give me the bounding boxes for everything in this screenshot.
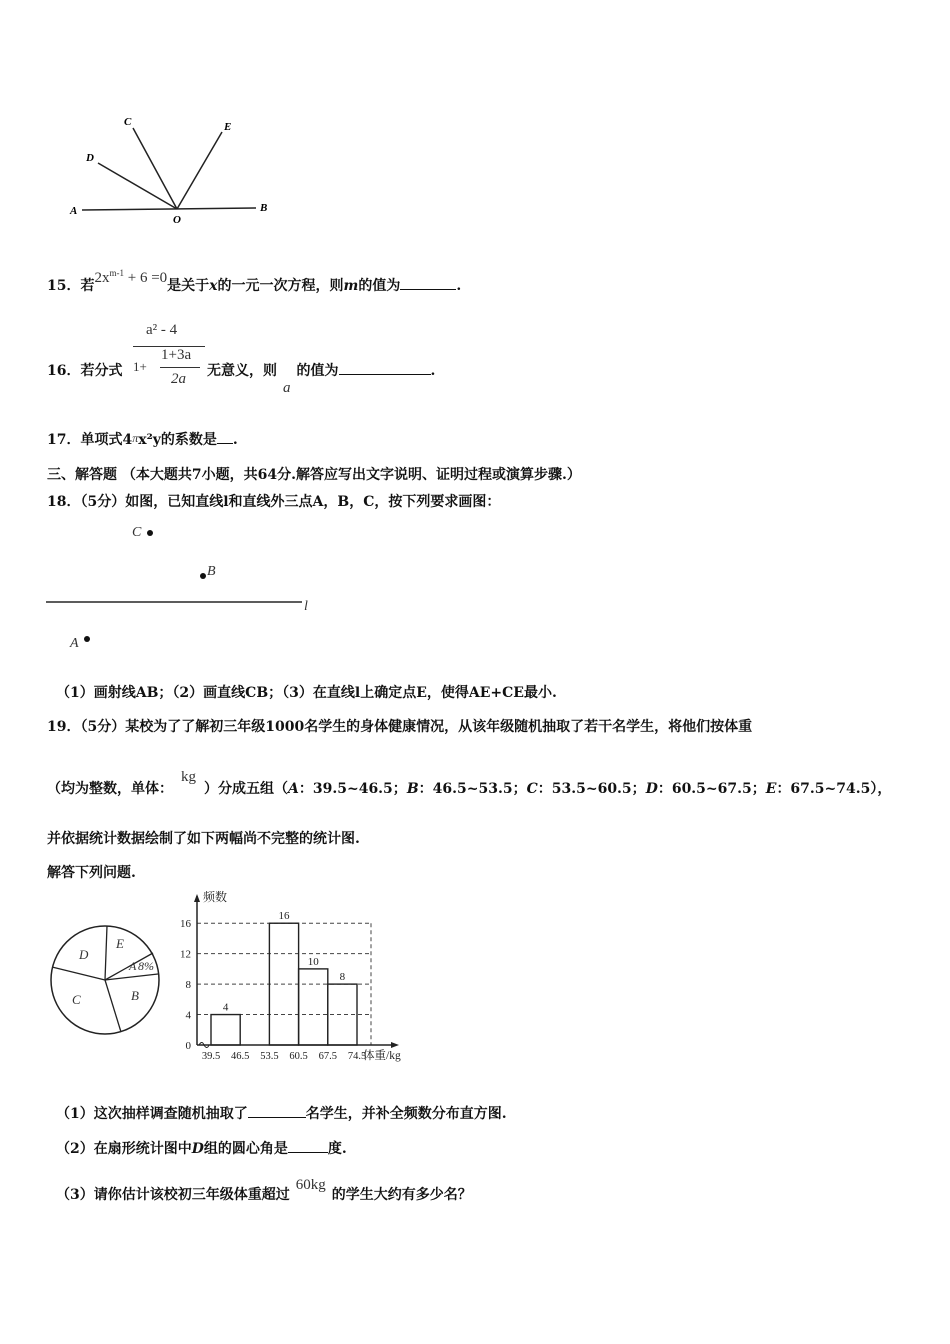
x-tick-label-4: 67.5 <box>318 1051 337 1062</box>
label-d: D <box>86 152 94 164</box>
q19-line4: 解答下列问题. <box>47 865 136 881</box>
q19-group-a-range: ：39.5~46.5； <box>298 781 407 797</box>
q19-unit-pre: （均为整数，单体： <box>47 781 173 797</box>
q19-groups-pre: ）分成五组（ <box>204 781 288 797</box>
q19-line2 <box>47 769 892 798</box>
label-c: C <box>124 116 132 128</box>
q19-unit: kg <box>181 769 196 785</box>
q19-group-e-key: E <box>765 781 777 797</box>
q19-sub2-blank[interactable] <box>288 1138 328 1153</box>
q16-inner-fraction-bar <box>160 367 200 368</box>
q19-group-e-range: ：67.5~74.5 <box>776 781 871 797</box>
q16-inner-denominator: 2a <box>171 371 186 387</box>
q19-line3: 并依据统计数据绘制了如下两幅尚不完整的统计图. <box>47 831 360 847</box>
bar-1 <box>211 1015 240 1045</box>
label-o: O <box>173 214 181 226</box>
question-15 <box>47 268 462 295</box>
q16-end: 的值为 <box>296 363 339 379</box>
q18-label-a: A <box>70 636 79 651</box>
q16-fraction <box>133 322 205 394</box>
q15-mid: 是关于 <box>167 278 210 294</box>
q15-eq-base: 2x <box>94 270 110 286</box>
q16-answer-blank[interactable] <box>339 360 431 375</box>
q16-tail: . <box>430 363 436 379</box>
y-tick-label-4: 4 <box>185 1009 191 1022</box>
pie-label-b: B <box>131 988 139 1003</box>
y-axis-label: 频数 <box>203 890 228 904</box>
q19-sub2-var: D <box>191 1141 204 1157</box>
question-16 <box>207 360 436 396</box>
histogram <box>170 888 440 1066</box>
q16-mid: 无意义，则 <box>207 363 277 379</box>
y-tick-label-16: 16 <box>180 918 191 931</box>
q15-eq-rest: + 6 =0 <box>127 270 168 286</box>
q15-eq-exponent: m-1 <box>109 268 124 278</box>
q18-point-b <box>200 573 206 579</box>
angle-figure <box>60 100 300 240</box>
question-17 <box>47 429 238 449</box>
q17-end: 的系数是 <box>160 432 217 448</box>
x-tick-label-2: 53.5 <box>260 1051 279 1062</box>
q16-one-plus: 1+ <box>133 359 147 374</box>
q18-point-c <box>147 530 153 536</box>
q19-sub2-b: 组的圆心角是 <box>203 1141 288 1157</box>
q19-sub1 <box>56 1103 507 1123</box>
line-ab <box>82 208 256 210</box>
q17-number: 17．单项式 <box>47 432 123 448</box>
q17-pi: π <box>132 431 139 445</box>
q19-sub2-a: （2）在扇形统计图中 <box>56 1141 192 1157</box>
q16-var-a: a <box>283 380 291 396</box>
q15-var-x: x <box>209 278 218 294</box>
q15-number: 15．若 <box>47 278 95 294</box>
pie-divider-b-c <box>105 980 121 1032</box>
x-tick-label-1: 46.5 <box>231 1051 250 1062</box>
label-b: B <box>260 202 268 214</box>
bar-label-3: 16 <box>278 910 290 923</box>
q16-inner-numerator: 1+3a <box>161 347 192 363</box>
q15-tail: . <box>456 278 462 294</box>
y-tick-label-12: 12 <box>180 948 191 961</box>
q18-label-l: l <box>304 599 308 614</box>
q17-monomial: x²y <box>138 432 161 448</box>
q19-sub3-a: （3）请你估计该校初三年级体重超过 <box>56 1187 290 1203</box>
q15-answer-blank[interactable] <box>400 275 456 290</box>
q17-tail: . <box>232 432 238 448</box>
q19-line1: 19．（5分）某校为了了解初三年级1000名学生的身体健康情况，从该年级随机抽取了若干名学生，将他们按体重 <box>47 719 753 735</box>
q17-coefficient: 4 <box>122 432 133 448</box>
label-a: A <box>70 205 78 217</box>
q19-sub2-c: 度. <box>327 1141 347 1157</box>
section-3-header: 三、解答题 （本大题共7小题，共64分.解答应写出文字说明、证明过程或演算步骤.） <box>47 467 581 483</box>
q16-top-numerator: a² - 4 <box>146 322 178 338</box>
q15-mid2: 的一元一次方程，则 <box>217 278 344 294</box>
q15-end: 的值为 <box>358 278 401 294</box>
y-tick-label-0: 0 <box>185 1040 191 1052</box>
ray-oe <box>177 132 222 209</box>
q19-group-c-range: ：53.5~60.5； <box>537 781 646 797</box>
y-tick-label-8: 8 <box>185 979 191 992</box>
y-axis-arrow <box>194 894 200 902</box>
bar-4 <box>299 969 328 1045</box>
q18-figure <box>40 515 340 655</box>
q15-equation <box>94 270 167 286</box>
x-tick-label-3: 60.5 <box>289 1051 308 1062</box>
q19-group-c-key: C <box>526 781 538 797</box>
q16-number: 16．若分式 <box>47 363 123 379</box>
x-axis-label: 体重/kg <box>363 1050 401 1062</box>
q19-sub2 <box>56 1138 347 1158</box>
q17-answer-blank[interactable] <box>217 429 233 444</box>
question-16-label <box>47 360 122 380</box>
q19-sub1-blank[interactable] <box>248 1103 306 1118</box>
q19-sub1-b: 名学生，并补全频数分布直方图. <box>305 1106 507 1122</box>
label-e: E <box>224 121 232 133</box>
q18-label-c: C <box>132 525 142 540</box>
pie-chart <box>45 920 165 1040</box>
bar-label-1: 4 <box>222 1001 229 1014</box>
pie-label-a: A <box>129 959 137 973</box>
q19-groups-end: ）， <box>870 781 892 797</box>
q15-var-m: m <box>343 278 359 294</box>
q19-sub1-a: （1）这次抽样调查随机抽取了 <box>56 1106 248 1122</box>
x-tick-label-5: 74.5 <box>347 1051 367 1062</box>
q18-tasks: （1）画射线AB；（2）画直线CB；（3）在直线l上确定点E，使得AE+CE最小. <box>56 685 557 701</box>
x-axis-arrow <box>391 1042 399 1048</box>
q19-sub3-b: 的学生大约有多少名？ <box>331 1187 472 1203</box>
q18-point-a <box>84 636 90 642</box>
pie-divider-c-d <box>52 967 105 980</box>
pie-label-c: C <box>72 992 81 1007</box>
q19-group-d-key: D <box>645 781 658 797</box>
q19-group-b-key: B <box>406 781 419 797</box>
question-18: 18．（5分）如图，已知直线l和直线外三点A，B，C，按下列要求画图： <box>47 494 501 510</box>
pie-label-d: D <box>79 947 89 962</box>
x-tick-label-0: 39.5 <box>201 1051 221 1062</box>
q19-group-a-key: A <box>288 781 299 797</box>
q19-sub3-value: 60kg <box>295 1177 326 1193</box>
q18-label-b: B <box>207 564 216 579</box>
q19-group-d-range: ：60.5~67.5； <box>657 781 766 797</box>
pie-divider-d-e <box>105 926 107 980</box>
bar-label-4: 10 <box>307 955 319 968</box>
pie-label-e: E <box>116 936 124 951</box>
bar-label-5: 8 <box>339 971 346 984</box>
q19-sub3 <box>56 1177 472 1204</box>
pie-label-a-percent: 8% <box>138 959 154 973</box>
q19-group-b-range: ：46.5~53.5； <box>418 781 527 797</box>
